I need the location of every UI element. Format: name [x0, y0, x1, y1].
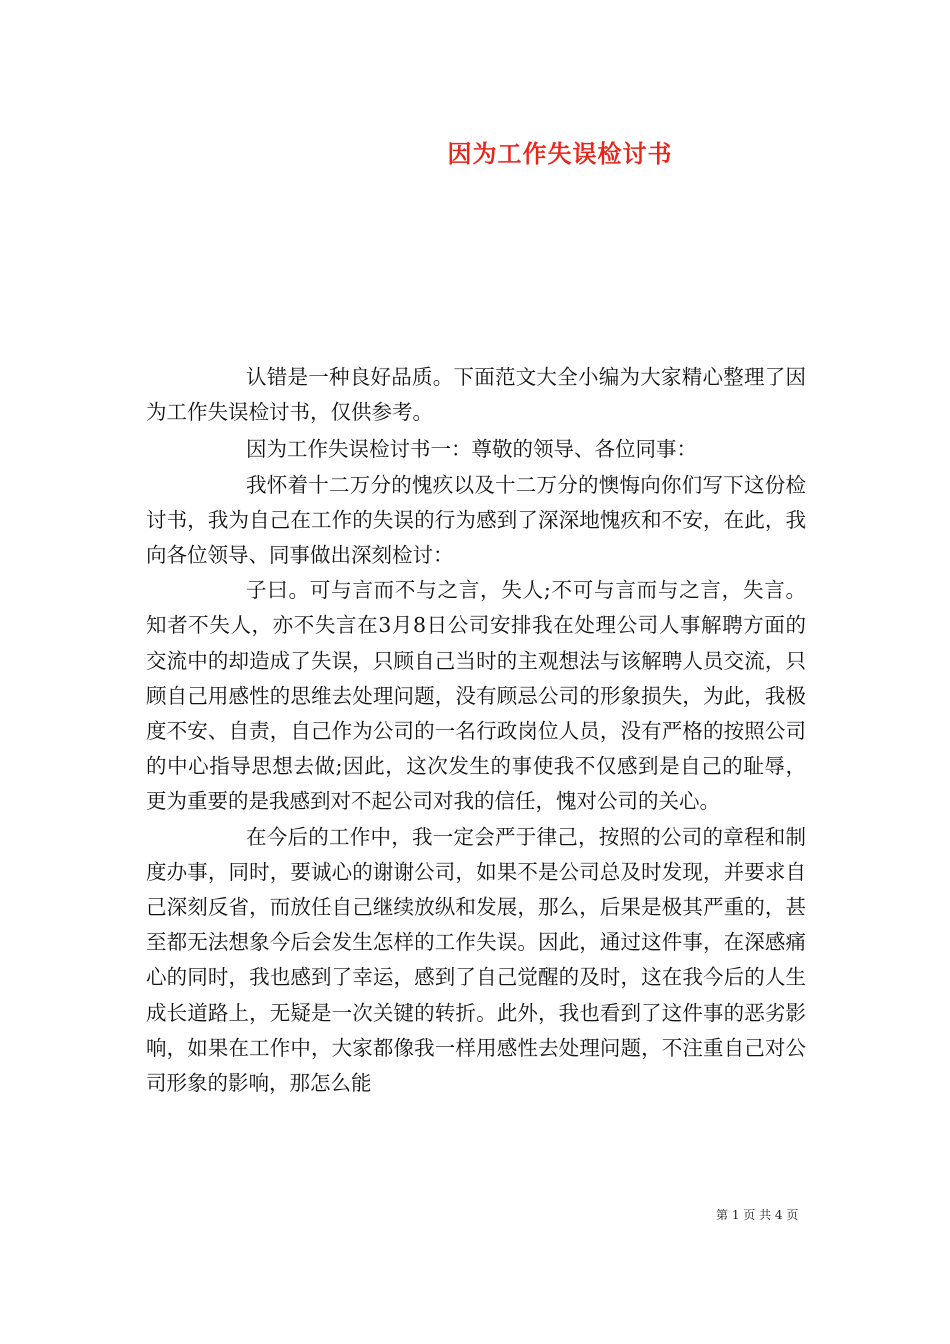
body-paragraph-3: 在今后的工作中，我一定会严于律己，按照的公司的章程和制度办事，同时，要诚心的谢谢公司，如果不是公司总及时发现，并要求自己深刻反省，而放任自己继续放纵和发展，那么，后果是极其严重的，甚至都无法想象今后会发生怎样的工作失误。因此，通过这件事，在深感痛心的同时，我也感到了幸运，感到了自己觉醒的及时，这在我今后的人生成长道路上，无疑是一次关键的转折。此外，我也看到了这件事的恶劣影响，如果在工作中，大家都像我一样用感性去处理问题，不注重自己对公司形象的影响，那怎么能 [146, 824, 806, 1096]
section-heading-paragraph: 因为工作失误检讨书一：尊敬的领导、各位同事： [246, 437, 697, 462]
document-body [146, 360, 806, 1101]
body-paragraph-1: 我怀着十二万分的愧疚以及十二万分的懊悔向你们写下这份检讨书，我为自己在工作的失误的行为感到了深深地愧疚和不安，在此，我向各位领导、同事做出深刻检讨： [146, 472, 806, 568]
body-paragraph-2: 子曰。可与言而不与之言，失人;不可与言而与之言，失言。知者不失人，亦不失言在3月8日公司安排我在处理公司人事解聘方面的交流中的却造成了失误，只顾自己当时的主观想法与该解聘人员交流，只顾自己用感性的思维去处理问题，没有顾忌公司的形象损失，为此，我极度不安、自责，自己作为公司的一名行政岗位人员，没有严格的按照公司的中心指导思想去做;因此，这次发生的事使我不仅感到是自己的耻辱，更为重要的是我感到对不起公司对我的信任，愧对公司的关心。 [146, 578, 806, 814]
page-number-footer: 第 1 页 共 4 页 [716, 1208, 799, 1222]
document-title: 因为工作失误检讨书 [447, 139, 673, 168]
intro-paragraph: 认错是一种良好品质。下面范文大全小编为大家精心整理了因为工作失误检讨书，仅供参考。 [146, 365, 806, 425]
